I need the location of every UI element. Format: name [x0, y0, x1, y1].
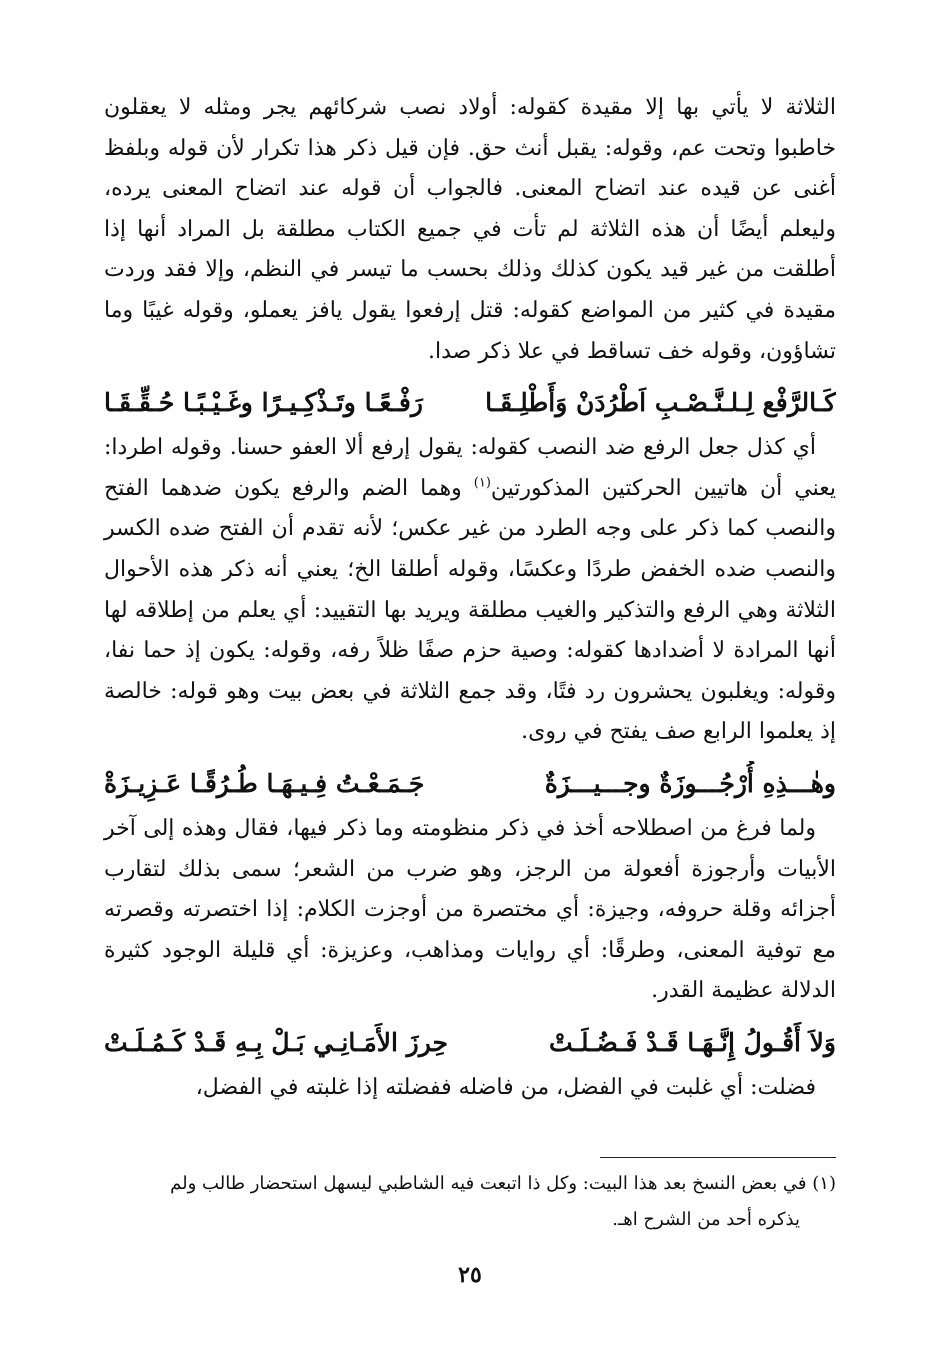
- verse-line-1: [104, 380, 836, 426]
- footnote: [104, 1166, 836, 1238]
- footnote-text-1: في بعض النسخ بعد هذا البيت: وكل ذا اتبعت فيه الشاطبي ليسهل استحضار طالب ولم: [170, 1173, 807, 1194]
- footnote-marker: (١): [812, 1173, 836, 1194]
- verse-1-second-hemistich: رَفْـعًـا وتَـذْكِـيـرًا وغَـيْـبًـا حُـقِّـقَـا: [104, 388, 423, 418]
- footnote-divider: [600, 1157, 836, 1158]
- page-body: [104, 88, 836, 1108]
- paragraph-commentary-3: فضلت: أي غلبت في الفضل، من فاضله ففضلته إذا غلبته في الفضل،: [195, 1074, 816, 1100]
- verse-line-3: [104, 1020, 836, 1066]
- commentary-1-part-a: أي كذل جعل الرفع ضد النصب كقوله: يقول إرفع ألا العفو حسنا. وقوله اطردا: يعني أن هاتيين الحركتين المذكورتين: [104, 435, 836, 501]
- footnote-line-2: يذكره أحد من الشرح اهـ.: [612, 1209, 800, 1230]
- verse-3-second-hemistich: حِرزَ الأَمَـانِـي بَـلْ بِـهِ قَـدْ كَـمُـلَـتْ: [104, 1027, 448, 1057]
- verse-2-first-hemistich: وهٰـــذِهِ أُرْجُـــوزَةٌ وجـــيـــزَةٌ: [544, 768, 836, 798]
- verse-2-second-hemistich: جَـمَـعْـتُ فِـيـهَـا طُـرُقًـا عَـزِيـزَةْ: [104, 768, 425, 798]
- paragraph-commentary-1: [104, 428, 836, 753]
- footnote-reference[interactable]: (١): [473, 475, 491, 491]
- page-number: ٢٥: [458, 1262, 482, 1288]
- verse-3-first-hemistich: وَلاَ أَقُـولُ إِنَّـهَـا قَـدْ فَـضُـلَـتْ: [549, 1027, 836, 1057]
- verse-line-2: [104, 761, 836, 807]
- paragraph-commentary-2: ولما فرغ من اصطلاحه أخذ في ذكر منظومته وما ذكر فيها، فقال وهذه إلى آخر الأبيات وأرجوزة أفعولة من الرجز، وهو ضرب من الشعر؛ سمى بذلك لتقارب أجزائه وقلة حروفه، وجيزة: أي مختصرة من أوجزت الكلام: إذا اختصرته وقصرته مع توفية المعنى، وطرقًا: أي روايات ومذاهب، وعزيزة: أي قليلة الوجود كثيرة الدلالة عظيمة القدر.: [104, 815, 836, 1004]
- verse-1-first-hemistich: كَـالرَّفْع لِـلـنَّـصْـبِ اَطْرُدَنْ وَأَطْلِـقَـا: [485, 388, 836, 418]
- footnote-line-1: [104, 1166, 836, 1202]
- commentary-1-part-b: وهما الضم والرفع يكون ضدهما الفتح والنصب كما ذكر على وجه الطرد من غير عكس؛ لأنه تقدم أن الفتح ضده الكسر والنصب ضده الخفض طردًا وعكسًا، وقوله أطلقا الخ؛ يعني أنه ذكر هذه الأحوال الثلاثة وهي الرفع والتذكير والغيب مطلقة ويريد بها التقييد: أي يعلم من إطلاقه لها أنها المرادة لا أضدادها كقوله: وصية حزم صفًا ظلاً رفه، وقوله: يكون إذ حما نفا، وقوله: ويغلبون يحشرون رد فتًا، وقد جمع الثلاثة في بعض بيت وهو قوله: خالصة إذ يعلموا الرابع صف يفتح في روى.: [104, 475, 836, 745]
- paragraph-intro: الثلاثة لا يأتي بها إلا مقيدة كقوله: أولاد نصب شركائهم يجر ومثله لا يعقلون خاطبوا وتحت عم، وقوله: يقبل أنث حق. فإن قيل ذكر هذا تكرار لأن قوله وبلفظ أغنى عن قيده عند اتضاح المعنى. فالجواب أن قوله عند اتضاح المعنى يرده، وليعلم أيضًا أن هذه الثلاثة لم تأت في جميع الكتاب مطلقة بل المراد أنها إذا أطلقت من غير قيد يكون كذلك وذلك بحسب ما تيسر في النظم، وإلا فقد وردت مقيدة في كثير من المواضع كقوله: قتل إرفعوا يقول يافز يعملو، وقوله غيبًا وما تشاؤون، وقوله خف تساقط في علا ذكر صدا.: [104, 95, 836, 364]
